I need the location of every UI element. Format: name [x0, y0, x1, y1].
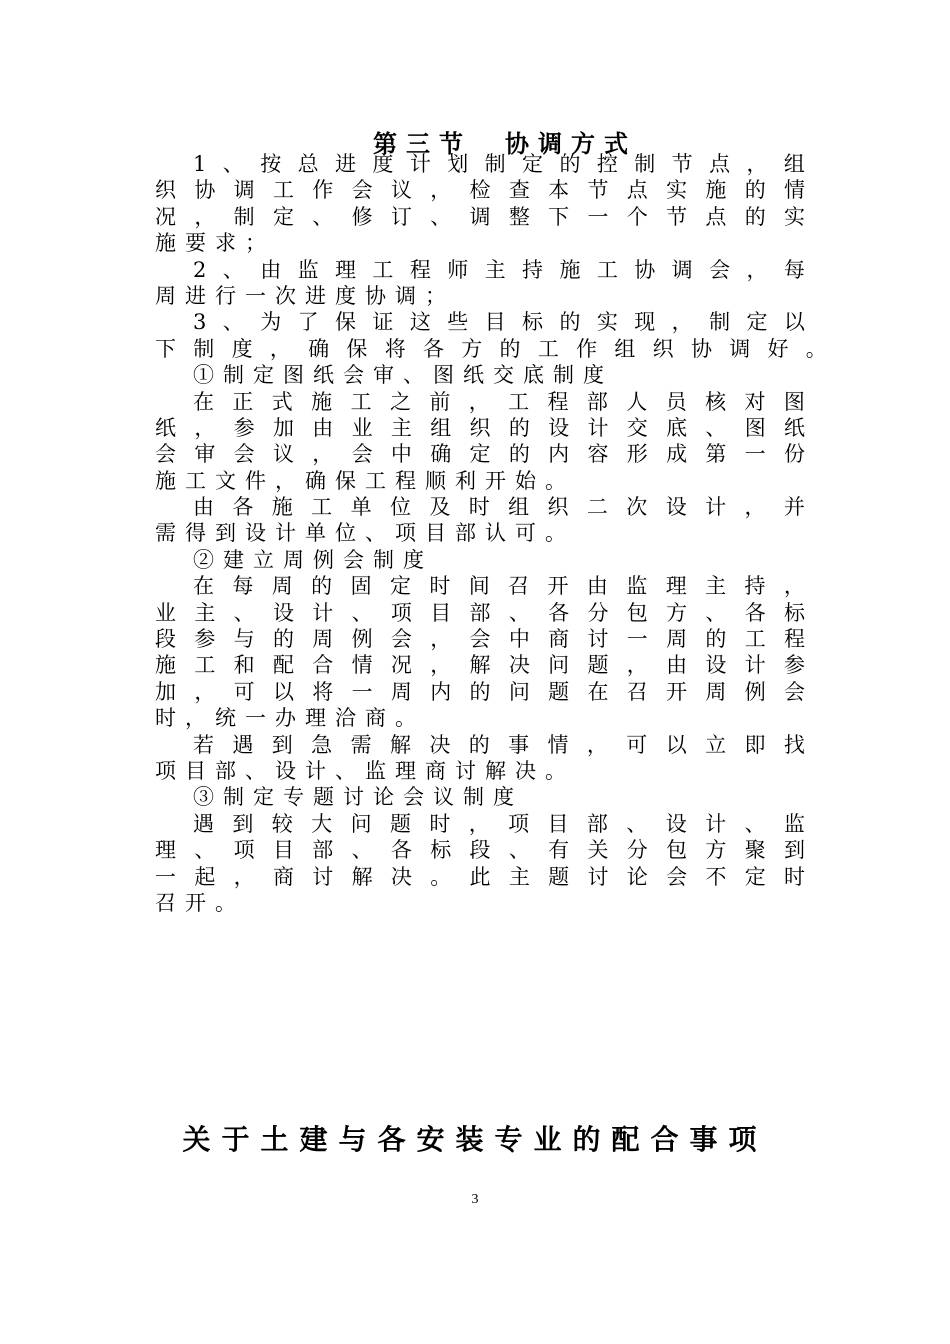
- paragraph-line: 需得到设计单位、项目部认可。: [155, 521, 575, 546]
- paragraph-line: 下 制 度 ， 确 保 将 各 方 的 工 作 组 织 协 调 好 。: [155, 336, 827, 361]
- paragraph-line: 纸 ， 参 加 由 业 主 组 织 的 设 计 交 底 、 图 纸: [155, 415, 805, 440]
- section-title: 第三节 协调方式: [373, 129, 637, 158]
- paragraph-line: 若 遇 到 急 需 解 决 的 事 情 ， 可 以 立 即 找: [193, 732, 805, 757]
- paragraph-line: 段 参 与 的 周 例 会 ， 会 中 商 讨 一 周 的 工 程: [155, 627, 805, 652]
- paragraph-line: 会 审 会 议 ， 会 中 确 定 的 内 容 形 成 第 一 份: [155, 442, 805, 467]
- paragraph-line: 项目部、设计、监理商讨解决。: [155, 758, 575, 783]
- paragraph-line: 由 各 施 工 单 位 及 时 组 织 二 次 设 计 ， 并: [193, 495, 805, 520]
- paragraph-line: 织 协 调 工 作 会 议 ， 检 查 本 节 点 实 施 的 情: [155, 178, 805, 203]
- paragraph-line: 时，统一办理洽商。: [155, 706, 425, 731]
- paragraph-line: ③制定专题讨论会议制度: [193, 785, 523, 810]
- paragraph-line: 加 ， 可 以 将 一 周 内 的 问 题 在 召 开 周 例 会: [155, 679, 805, 704]
- paragraph-line: 1 、 按 总 进 度 计 划 制 定 的 控 制 节 点 ， 组: [193, 152, 805, 176]
- paragraph-line: 施工文件，确保工程顺利开始。: [155, 468, 575, 493]
- paragraph-line: 在 每 周 的 固 定 时 间 召 开 由 监 理 主 持 ，: [193, 574, 805, 599]
- next-section-title: 关于土建与各安装专业的配合事项: [182, 1123, 768, 1156]
- paragraph-line: ①制定图纸会审、图纸交底制度: [193, 363, 613, 388]
- page-number: 3: [471, 1192, 479, 1207]
- paragraph-line: 周进行一次进度协调；: [155, 283, 455, 308]
- paragraph-line: ②建立周例会制度: [193, 547, 433, 572]
- paragraph-line: 召开。: [155, 890, 245, 915]
- paragraph-line: 一 起 ， 商 讨 解 决 。 此 主 题 讨 论 会 不 定 时: [155, 864, 805, 889]
- paragraph-line: 施 工 和 配 合 情 况 ， 解 决 问 题 ， 由 设 计 参: [155, 653, 805, 678]
- body-text: [155, 151, 827, 916]
- paragraph-line: 2 、 由 监 理 工 程 师 主 持 施 工 协 调 会 ， 每: [193, 257, 805, 282]
- paragraph-line: 施要求；: [155, 231, 275, 256]
- paragraph-line: 业 主 、 设 计 、 项 目 部 、 各 分 包 方 、 各 标: [155, 600, 805, 625]
- paragraph-line: 况 ， 制 定 、 修 订 、 调 整 下 一 个 节 点 的 实: [155, 204, 805, 229]
- paragraph-line: 在 正 式 施 工 之 前 ， 工 程 部 人 员 核 对 图: [193, 389, 805, 414]
- paragraph-line: 3 、 为 了 保 证 这 些 目 标 的 实 现 ， 制 定 以: [193, 310, 805, 335]
- paragraph-line: 理 、 项 目 部 、 各 标 段 、 有 关 分 包 方 聚 到: [155, 838, 805, 863]
- paragraph-line: 遇 到 较 大 问 题 时 ， 项 目 部 、 设 计 、 监: [193, 811, 805, 836]
